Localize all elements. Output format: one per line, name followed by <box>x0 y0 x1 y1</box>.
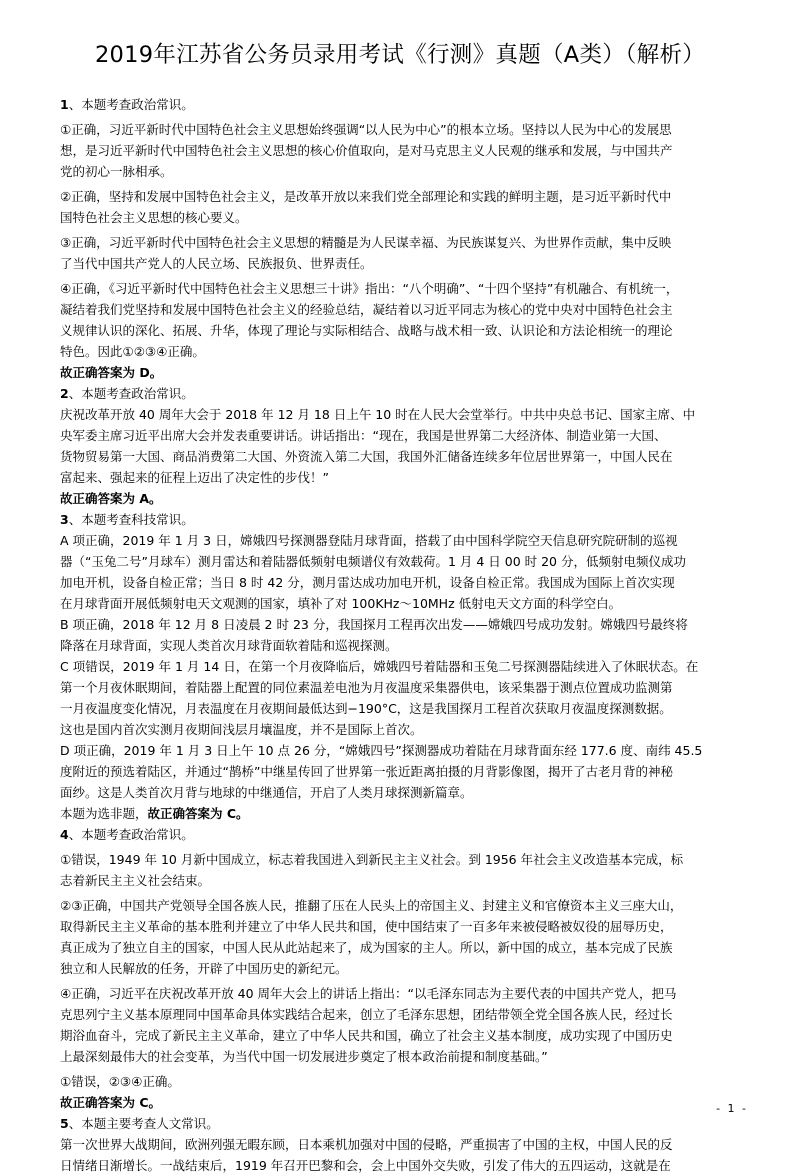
line-text: 器（“玉兔二号”月球车）测月雷达和着陆器低频射电频谱仪有效载荷。1 月 4 日 00 时 20 分，低频射电频仪成功 <box>60 554 686 569</box>
line-text: 故正确答案为 A。 <box>60 491 162 506</box>
text-line <box>60 937 746 958</box>
line-text: 党的初心一脉相承。 <box>60 164 173 179</box>
line-text: 、本题考查政治常识。 <box>68 827 194 842</box>
text-line <box>60 1071 746 1092</box>
question-number: 3 <box>60 512 69 527</box>
text-line <box>60 782 746 803</box>
question-heading <box>60 509 746 530</box>
line-text: 、本题考查科技常识。 <box>68 512 194 527</box>
line-text: 了当代中国共产党人的人民立场、民族报负、世界责任。 <box>60 256 373 271</box>
line-text: 降落在月球背面，实现人类首次月球背面软着陆和巡视探测。 <box>60 638 398 653</box>
line-text: ③正确，习近平新时代中国特色社会主义思想的精髓是为人民谋幸福、为民族谋复兴、为世界作贡献，集中反映 <box>60 235 672 250</box>
text-line <box>60 958 746 979</box>
answer-line <box>60 1092 746 1113</box>
line-text: 、本题考查政治常识。 <box>68 97 194 112</box>
line-text: 取得新民主主义革命的基本胜利并建立了中华人民共和国，使中国结束了一百多年来被侵略被奴役的屈辱历史， <box>60 919 673 934</box>
line-text: D 项正确，2019 年 1 月 3 日上午 10 点 26 分，“嫦娥四号”探测器成功着陆在月球背面东经 177.6 度、南纬 45.5 <box>60 743 703 758</box>
text-line <box>60 677 746 698</box>
line-text: 上最深刻最伟大的社会变革，为当代中国一切发展进步奠定了根本政治前提和制度基础。” <box>60 1049 548 1064</box>
line-text: 加电开机，设备自检正常；当日 8 时 42 分，测月雷达成功加电开机，设备自检正常。我国成为国际上首次实现 <box>60 575 675 590</box>
line-text: ①错误，1949 年 10 月新中国成立，标志着我国进入到新民主主义社会。到 1956 年社会主义改造基本完成，标 <box>60 852 684 867</box>
text-line <box>60 572 746 593</box>
text-line <box>60 593 746 614</box>
line-text: 面纱。这是人类首次月背与地球的中继通信，开启了人类月球探测新篇章。 <box>60 785 473 800</box>
text-line <box>60 140 746 161</box>
text-line <box>60 656 746 677</box>
text-line <box>60 761 746 782</box>
line-text: 想，是习近平新时代中国特色社会主义思想的核心价值取向，是对马克思主义人民观的继承和发展，与中国共产 <box>60 143 673 158</box>
text-line <box>60 161 746 182</box>
line-text: ①正确，习近平新时代中国特色社会主义思想始终强调“以人民为中心”的根本立场。坚持以人民为中心的发展思 <box>60 122 672 137</box>
question-heading <box>60 824 746 845</box>
text-line <box>60 278 746 299</box>
line-text: ①错误，②③④正确。 <box>60 1074 180 1089</box>
text-line <box>60 299 746 320</box>
line-text: 真正成为了独立自主的国家，中国人民从此站起来了，成为国家的主人。所以，新中国的成立，基本完成了民族 <box>60 940 673 955</box>
document-body <box>60 94 746 1176</box>
text-line <box>60 1134 746 1155</box>
page-number: - 1 - <box>716 1102 748 1115</box>
line-text: 这也是国内首次实测月夜期间浅层月壤温度，并不是国际上首次。 <box>60 722 423 737</box>
text-line <box>60 207 746 228</box>
line-text: A 项正确，2019 年 1 月 3 日，嫦娥四号探测器登陆月球背面，搭载了由中国科学院空天信息研究院研制的巡视 <box>60 533 678 548</box>
line-text: 央军委主席习近平出席大会并发表重要讲话。讲话指出：“现在，我国是世界第二大经济体、制造业第一大国、 <box>60 428 667 443</box>
line-text: 第一次世界大战期间，欧洲列强无暇东顾，日本乘机加强对中国的侵略，严重损害了中国的主权，中国人民的反 <box>60 1137 673 1152</box>
line-text: ④正确，习近平在庆祝改革开放 40 周年大会上的讲话上指出：“以毛泽东同志为主要代表的中国共产党人，把马 <box>60 986 677 1001</box>
text-line <box>60 320 746 341</box>
question-heading <box>60 94 746 115</box>
question-heading <box>60 383 746 404</box>
text-line <box>60 916 746 937</box>
text-line <box>60 803 746 824</box>
text-line <box>60 740 746 761</box>
line-text: 本题为选非题， <box>60 806 148 821</box>
text-line <box>60 425 746 446</box>
line-text: 一月夜温度变化情况，月表温度在月夜期间最低达到−190°C，这是我国探月工程首次获取月夜温度探测数据。 <box>60 701 672 716</box>
text-line <box>60 983 746 1004</box>
line-text: 故正确答案为 C。 <box>60 1095 162 1110</box>
page-title: 2019年江苏省公务员录用考试《行测》真题（A类）（解析） <box>94 42 706 68</box>
line-text: ②③正确，中国共产党领导全国各族人民，推翻了压在人民头上的帝国主义、封建主义和官僚资本主义三座大山， <box>60 898 683 913</box>
question-number: 5 <box>60 1116 69 1131</box>
line-text: 、本题考查政治常识。 <box>68 386 194 401</box>
line-text: 庆祝改革开放 40 周年大会于 2018 年 12 月 18 日上午 10 时在人民大会堂举行。中共中央总书记、国家主席、中 <box>60 407 696 422</box>
line-text: 凝结着我们党坚持和发展中国特色社会主义的经验总结，凝结着以习近平同志为核心的党中央对中国特色社会主 <box>60 302 673 317</box>
line-text: 独立和人民解放的任务，开辟了中国历史的新纪元。 <box>60 961 348 976</box>
line-text: 国特色社会主义思想的核心要义。 <box>60 210 248 225</box>
line-text: ②正确，坚持和发展中国特色社会主义，是改革开放以来我们党全部理论和实践的鲜明主题，是习近平新时代中 <box>60 189 672 204</box>
line-text: 期浴血奋斗，完成了新民主主义革命，建立了中华人民共和国，确立了社会主义基本制度，成功实现了中国历史 <box>60 1028 673 1043</box>
line-text: 故正确答案为 D。 <box>60 365 163 380</box>
line-text: 特色。因此①②③④正确。 <box>60 344 205 359</box>
text-line <box>60 341 746 362</box>
line-text: ④正确，《习近平新时代中国特色社会主义思想三十讲》指出：“八个明确”、“十四个坚持”有机融合、有机统一， <box>60 281 679 296</box>
text-line <box>60 253 746 274</box>
line-text: C 项错误，2019 年 1 月 14 日，在第一个月夜降临后，嫦娥四号着陆器和玉兔二号探测器陆续进入了休眠状态。在 <box>60 659 699 674</box>
text-line <box>60 530 746 551</box>
text-line <box>60 698 746 719</box>
line-text: 日情绪日渐增长。一战结束后，1919 年召开巴黎和会，会上中国外交失败，引发了伟大的五四运动，这就是在 <box>60 1158 671 1173</box>
text-line <box>60 1004 746 1025</box>
text-line <box>60 870 746 891</box>
text-line <box>60 1155 746 1176</box>
line-text: 在月球背面开展低频射电天文观测的国家，填补了对 100KHz～10MHz 低射电天文方面的科学空白。 <box>60 596 622 611</box>
line-text: B 项正确，2018 年 12 月 8 日凌晨 2 时 23 分，我国探月工程再次出发——嫦娥四号成功发射。嫦娥四号最终将 <box>60 617 688 632</box>
answer-line <box>60 488 746 509</box>
line-text: 义规律认识的深化、拓展、升华，体现了理论与实际相结合、战略与战术相一致、认识论和方法论相统一的理论 <box>60 323 673 338</box>
line-text: 、本题主要考查人文常识。 <box>68 1116 219 1131</box>
text-line <box>60 614 746 635</box>
question-number: 2 <box>60 386 69 401</box>
text-line <box>60 467 746 488</box>
question-number: 1 <box>60 97 69 112</box>
question-heading <box>60 1113 746 1134</box>
text-line <box>60 551 746 572</box>
text-line <box>60 1046 746 1067</box>
answer-line <box>60 362 746 383</box>
text-line <box>60 119 746 140</box>
answer-text: 故正确答案为 C。 <box>147 806 249 821</box>
text-line <box>60 895 746 916</box>
line-text: 度附近的预选着陆区，并通过“鹊桥”中继星传回了世界第一张近距离拍摄的月背影像图，揭开了古老月背的神秘 <box>60 764 673 779</box>
text-line <box>60 186 746 207</box>
question-number: 4 <box>60 827 69 842</box>
line-text: 克思列宁主义基本原理同中国革命具体实践结合起来，创立了毛泽东思想，团结带领全党全国各族人民，经过长 <box>60 1007 673 1022</box>
line-text: 志着新民主主义社会结束。 <box>60 873 211 888</box>
text-line <box>60 232 746 253</box>
line-text: 第一个月夜休眠期间，着陆器上配置的同位素温差电池为月夜温度采集器供电，该采集器于测点位置成功监测第 <box>60 680 673 695</box>
text-line <box>60 1025 746 1046</box>
line-text: 货物贸易第一大国、商品消费第二大国、外资流入第二大国，我国外汇储备连续多年位居世界第一，中国人民在 <box>60 449 673 464</box>
text-line <box>60 404 746 425</box>
line-text: 富起来、强起来的征程上迈出了决定性的步伐！” <box>60 470 329 485</box>
text-line <box>60 635 746 656</box>
text-line <box>60 849 746 870</box>
text-line <box>60 446 746 467</box>
text-line <box>60 719 746 740</box>
